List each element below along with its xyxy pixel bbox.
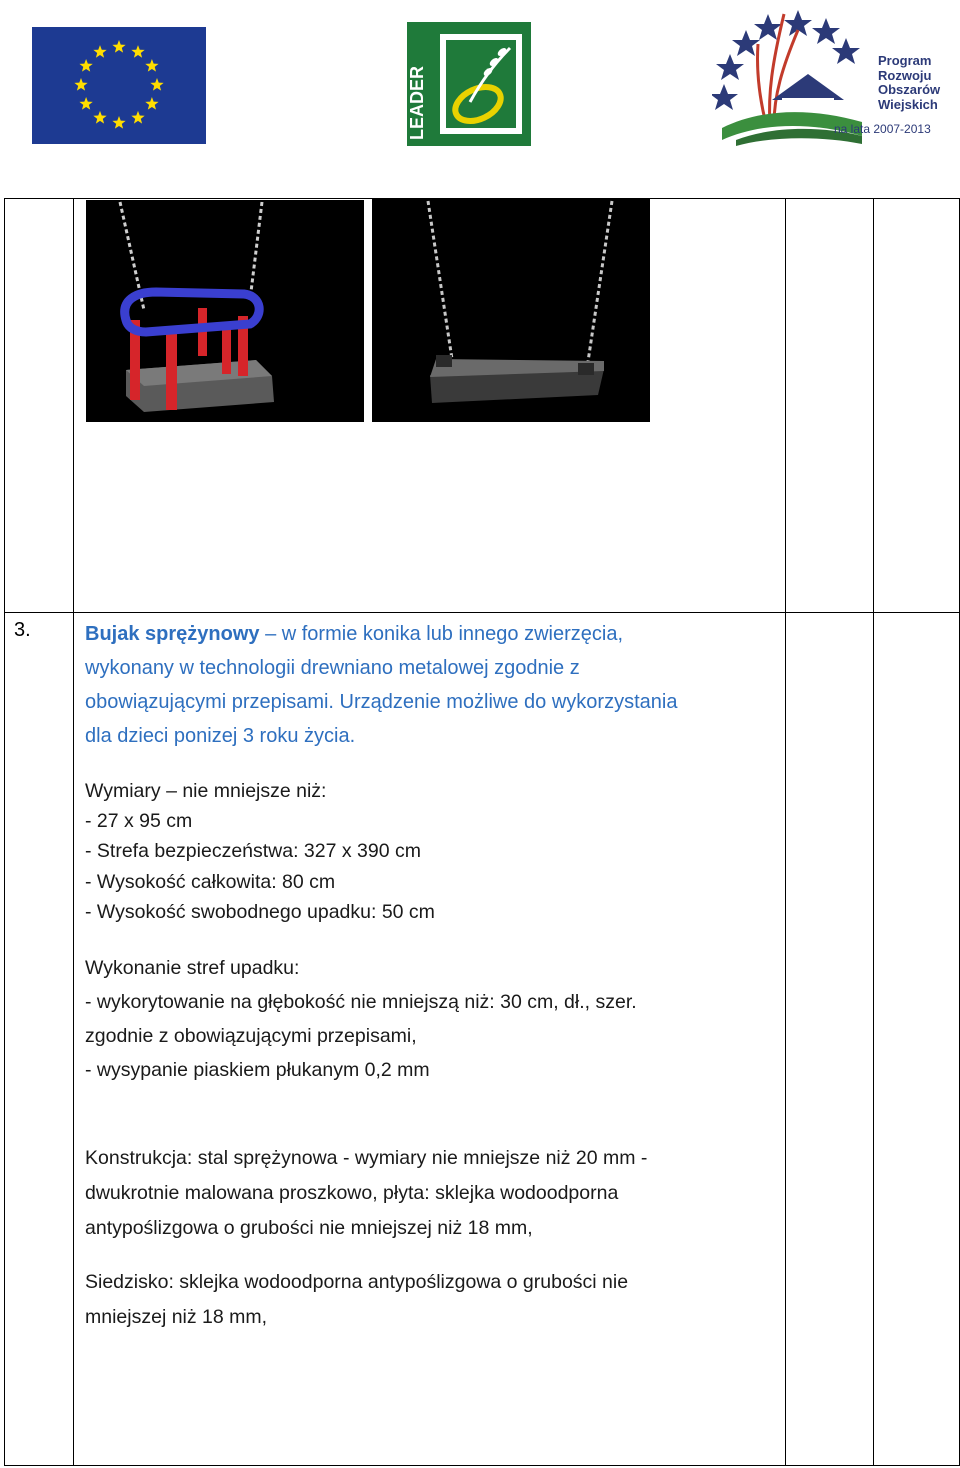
fall-zone-block	[85, 951, 775, 1087]
fall-zone-item: zgodnie z obowiązującymi przepisami,	[85, 1025, 417, 1047]
prow-line-2: Rozwoju	[878, 67, 932, 83]
prow-years: na lata 2007-2013	[834, 122, 931, 136]
seat-line: mniejszej niż 18 mm,	[85, 1306, 268, 1328]
fall-zone-item: - wysypanie piaskiem płukanym 0,2 mm	[85, 1059, 430, 1081]
fall-zone-heading: Wykonanie stref upadku:	[85, 957, 300, 979]
prow-line-3: Obszarów	[878, 82, 941, 97]
leader-logo	[406, 22, 532, 146]
dimensions-heading: Wymiary – nie mniejsze niż:	[85, 780, 327, 802]
seat-block	[85, 1265, 775, 1335]
intro-line-2: wykonany w technologii drewniano metalowej zgodnie z	[85, 657, 580, 679]
table-left-border	[4, 198, 5, 1466]
flat-swing-seat-icon	[372, 199, 650, 422]
row-number: 3.	[14, 619, 31, 641]
leader-text: LEADER	[407, 65, 427, 140]
intro-line-4: dla dzieci ponizej 3 roku życia.	[85, 725, 356, 747]
intro-line-3: obowiązującymi przepisami. Urządzenie możliwe do wykorzystania	[85, 691, 678, 713]
intro-line-1: – w formie konika lub innego zwierzęcia,	[259, 623, 624, 645]
dimensions-item: - 27 x 95 cm	[85, 810, 193, 833]
table-row-divider	[4, 612, 960, 613]
prow-name	[878, 54, 940, 112]
construction-line: Konstrukcja: stal sprężynowa - wymiary nie mniejsze niż 20 mm -	[85, 1147, 648, 1169]
construction-line: antypoślizgowa o grubości nie mniejszej niż 18 mm,	[85, 1217, 533, 1239]
construction-line: dwukrotnie malowana proszkowo, płyta: sklejka wodoodporna	[85, 1182, 619, 1204]
dimensions-item: - Wysokość swobodnego upadku: 50 cm	[85, 900, 435, 923]
dimensions-item: - Wysokość całkowita: 80 cm	[85, 870, 336, 893]
prow-line-4: Wiejskich	[878, 96, 938, 112]
table-col-divider-1	[73, 198, 74, 1466]
prow-line-1: Program	[878, 53, 932, 68]
fall-zone-item: - wykorytowanie na głębokość nie mniejszą niż: 30 cm, dł., szer.	[85, 991, 637, 1013]
baby-swing-photo	[86, 200, 364, 422]
eu-flag-icon	[32, 27, 206, 144]
baby-bucket-swing-icon	[86, 200, 364, 422]
product-intro	[85, 617, 775, 753]
dimensions-item: - Strefa bezpieczeństwa: 327 x 390 cm	[85, 840, 422, 863]
flat-swing-photo	[372, 199, 650, 422]
construction-block	[85, 1141, 775, 1246]
table-col-divider-2	[785, 198, 786, 1466]
product-title: Bujak sprężynowy	[85, 623, 260, 645]
table-col-divider-3	[873, 198, 874, 1466]
eu-flag-logo	[32, 27, 206, 144]
prow-logo	[712, 4, 942, 146]
dimensions-block	[85, 776, 775, 927]
table-bottom-border	[4, 1465, 960, 1466]
leader-icon	[406, 22, 532, 146]
seat-line: Siedzisko: sklejka wodoodporna antypoślizgowa o grubości nie	[85, 1271, 629, 1293]
